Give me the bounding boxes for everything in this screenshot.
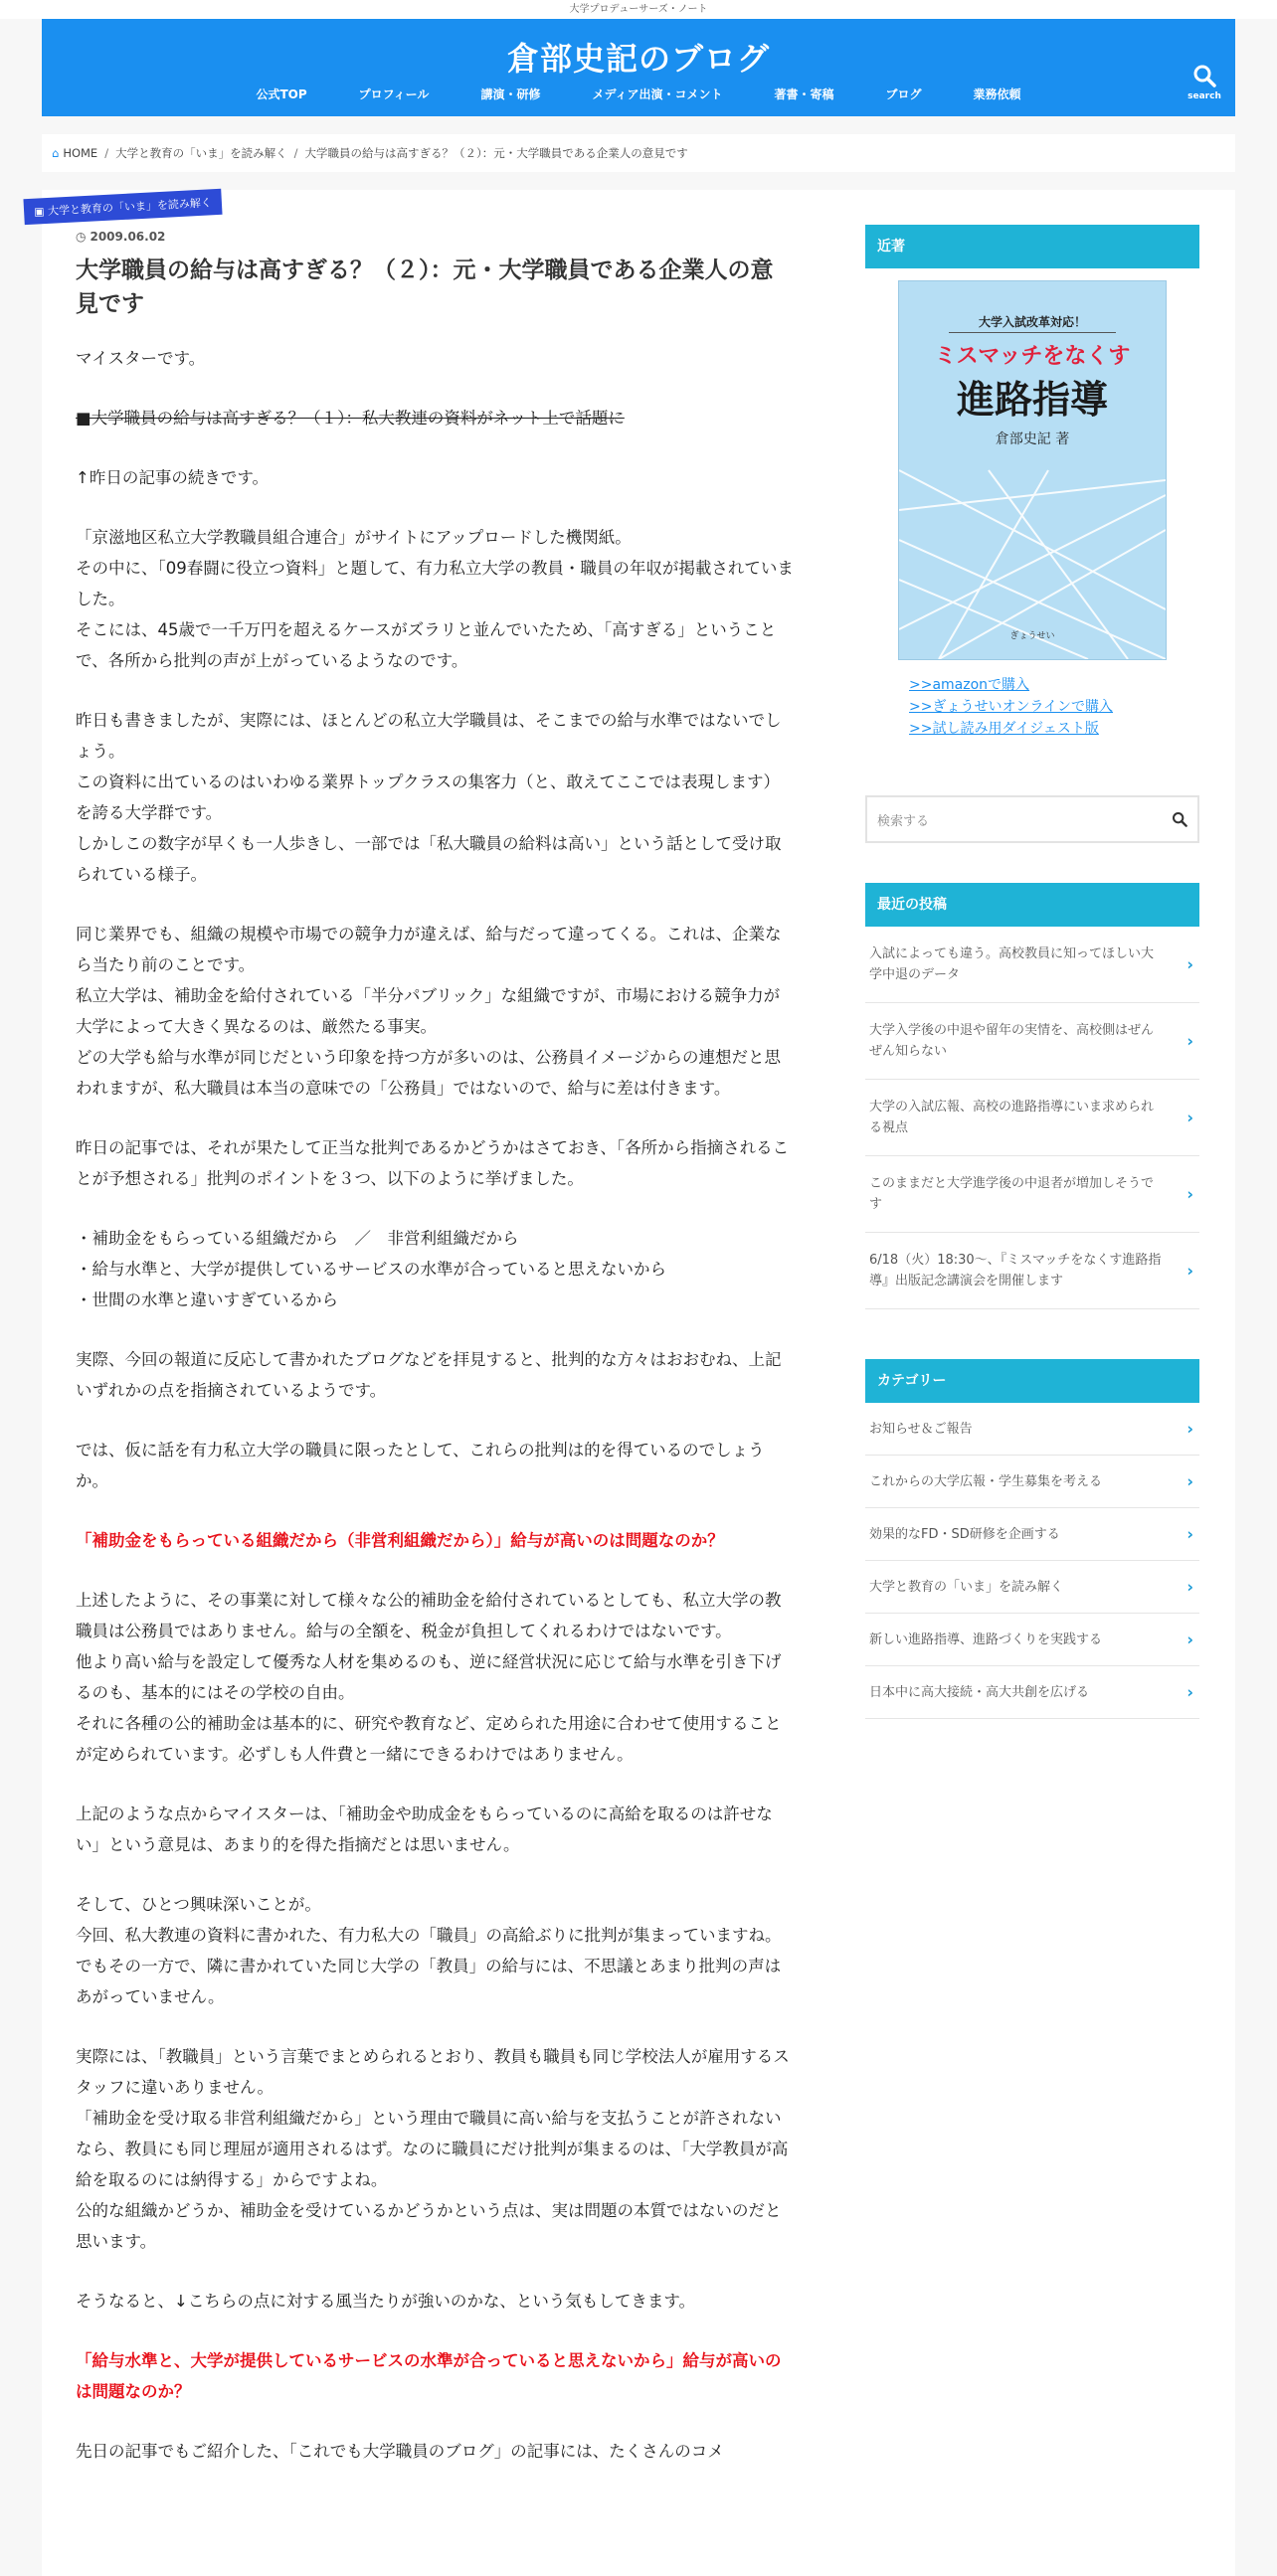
recent-post-item[interactable]: [865, 1156, 1199, 1233]
digest-link[interactable]: >>試し読み用ダイジェスト版: [909, 721, 1099, 737]
text-line: どの大学も給与水準が同じだという印象を持つ方が多いのは、公務員イメージからの連想だと思われますが、私大職員は本当の意味での「公務員」ではないので、給与に差は付きます。: [76, 1048, 782, 1098]
book-publisher: ぎょうせい: [1009, 631, 1055, 641]
category-name: 新しい進路指導、進路づくりを実践する: [869, 1631, 1103, 1647]
text-line: 上述したように、その事業に対して様々な公的補助金を給付されているとしても、私立大学の教職員は公務員ではありません。給与の全額を、税金が負担してくれるわけではないです。: [76, 1591, 782, 1640]
category-item[interactable]: [865, 1508, 1199, 1561]
search-icon[interactable]: [1172, 811, 1187, 827]
sidebar-search[interactable]: [865, 795, 1199, 843]
text-line: その中に、「09春闘に役立つ資料」と題して、有力私立大学の教員・職員の年収が掲載されていました。: [76, 559, 794, 608]
widget-title: 最近の投稿: [865, 883, 1199, 927]
recent-post-title: 大学の入試広報、高校の進路指導にいま求められる視点: [869, 1100, 1155, 1135]
list-item: ・給与水準と、大学が提供しているサービスの水準が合っていると思えないから: [76, 1260, 666, 1279]
text-line: それに各種の公的補助金は基本的に、研究や教育など、定められた用途に合わせて使用することが定められています。必ずしも人件費と一緒にできるわけではありません。: [76, 1714, 782, 1764]
recent-post-item[interactable]: [865, 1233, 1199, 1309]
recent-post-title: このままだと大学進学後の中退者が増加しそうです: [869, 1176, 1155, 1212]
text-line: 「京滋地区私立大学教職員組合連合」がサイトにアップロードした機関紙。: [76, 528, 632, 547]
book-links: [909, 674, 1199, 740]
recent-posts-widget: [865, 883, 1199, 1309]
paragraph: [76, 2041, 794, 2257]
global-nav: [42, 86, 1235, 102]
nav-item-media[interactable]: メディア出演・コメント: [592, 87, 723, 101]
chevron-right-icon: ›: [1186, 1419, 1193, 1439]
nav-item-profile[interactable]: プロフィール: [358, 87, 430, 101]
paragraph: [76, 919, 794, 1104]
chevron-right-icon: ›: [1186, 1184, 1193, 1204]
recent-post-item[interactable]: [865, 927, 1199, 1003]
chevron-right-icon: ›: [1186, 1682, 1193, 1702]
article: [76, 190, 794, 2495]
text-line: そして、ひとつ興味深いことが。: [76, 1895, 321, 1914]
breadcrumb-separator: /: [104, 146, 109, 160]
post-date: [76, 230, 794, 244]
paragraph: 上記のような点からマイスターは、「補助金や助成金をもらっているのに高給を取るのは許せない」という意見は、あまり的を得た指摘だとは思いません。: [76, 1804, 773, 1854]
book-author: 倉部史記 著: [995, 431, 1070, 447]
book-title-line2: 進路指導: [956, 377, 1108, 422]
header-search-button[interactable]: [1184, 64, 1225, 101]
category-name: これからの大学広報・学生募集を考える: [869, 1473, 1103, 1489]
chevron-right-icon: ›: [1186, 954, 1193, 974]
folder-icon: ▣: [33, 205, 45, 219]
paragraph: マイスターです。: [76, 349, 206, 368]
paragraph: では、仮に話を有力私立大学の職員に限ったとして、これらの批判は的を得ているのでしょうか。: [76, 1441, 765, 1490]
sidebar: [865, 225, 1199, 1719]
content-area: [33, 190, 1235, 2576]
text-line: 今回、私大教連の資料に書かれた、有力私大の「職員」の高給ぶりに批判が集まっていますね。: [76, 1926, 782, 1945]
text-line: 昨日も書きましたが、実際には、ほとんどの私立大学職員は、そこまでの給与水準ではないでしょう。: [76, 711, 782, 761]
chevron-right-icon: ›: [1186, 1630, 1193, 1649]
category-label-text: 大学と教育の「いま」を読み解く: [47, 196, 213, 218]
book-widget: [865, 225, 1199, 740]
chevron-right-icon: ›: [1186, 1261, 1193, 1281]
paragraph: [76, 522, 794, 676]
post-date-text: 2009.06.02: [90, 230, 166, 244]
list-item: ・補助金をもらっている組織だから ／ 非営利組織だから: [76, 1229, 519, 1248]
paragraph: そうなると、↓こちらの点に対する風当たりが強いのかな、という気もしてきます。: [76, 2292, 696, 2311]
chevron-right-icon: ›: [1186, 1524, 1193, 1544]
category-name: 大学と教育の「いま」を読み解く: [869, 1579, 1064, 1595]
book-cover[interactable]: [898, 280, 1167, 660]
text-line: 他より高い給与を設定して優秀な人材を集めるのも、逆に経営状況に応じて給与水準を引き下げるのも、基本的にはその学校の自由。: [76, 1652, 782, 1702]
nav-item-official-top[interactable]: 公式TOP: [256, 87, 307, 101]
category-item[interactable]: [865, 1614, 1199, 1666]
breadcrumb-category[interactable]: 大学と教育の「いま」を読み解く: [115, 146, 287, 160]
amazon-link[interactable]: >>amazonで購入: [909, 677, 1030, 693]
text-line: 私立大学は、補助金を給付されている「半分パブリック」な組織ですが、市場における競争力が大学によって大きく異なるのは、厳然たる事実。: [76, 986, 781, 1036]
article-title: 大学職員の給与は高すぎる？（２）：元・大学職員である企業人の意見です: [76, 258, 774, 317]
text-line: そこには、45歳で一千万円を超えるケースがズラリと並んでいたため、「高すぎる」ということで、各所から批判の声が上がっているようなのです。: [76, 620, 777, 670]
recent-post-title: 6/18（火）18:30〜、『ミスマッチをなくす進路指導』出版記念講演会を開催します: [869, 1253, 1162, 1288]
article-body: [76, 343, 794, 2467]
category-item[interactable]: [865, 1456, 1199, 1508]
breadcrumb: [42, 134, 1235, 172]
recent-post-title: 入試によっても違う。高校教員に知ってほしい大学中退のデータ: [869, 946, 1155, 982]
recent-post-item[interactable]: [865, 1003, 1199, 1080]
paragraph: ↑昨日の記事の続きです。: [76, 468, 270, 487]
breadcrumb-current: 大学職員の給与は高すぎる？（２）：元・大学職員である企業人の意見です: [304, 146, 688, 160]
text-line: 実際には、「教職員」という言葉でまとめられるとおり、教員も職員も同じ学校法人が雇用するスタッフに違いありません。: [76, 2047, 790, 2097]
search-label: search: [1187, 91, 1221, 101]
site-header: [42, 19, 1235, 116]
category-item[interactable]: [865, 1561, 1199, 1614]
recent-posts-list: [865, 927, 1199, 1309]
nav-item-books[interactable]: 著書・寄稿: [774, 87, 834, 101]
text-line: しかしこの数字が早くも一人歩きし、一部では「私大職員の給料は高い」という話として受け取られている様子。: [76, 834, 782, 884]
paragraph: [76, 705, 794, 890]
widget-title: カテゴリー: [865, 1359, 1199, 1403]
section-heading: 「補助金をもらっている組織だから（非営利組織だから）」給与が高いのは問題なのか？: [76, 1531, 724, 1550]
paragraph: 実際、今回の報道に反応して書かれたブログなどを拝見すると、批判的な方々はおおむね、上記いずれかの点を指摘されているようです。: [76, 1350, 782, 1400]
clock-icon: ◷: [76, 230, 87, 244]
nav-item-contact[interactable]: 業務依頼: [973, 87, 1021, 101]
book-title-line1: ミスマッチをなくす: [934, 344, 1131, 369]
category-widget: [865, 1359, 1199, 1719]
chevron-right-icon: ›: [1186, 1031, 1193, 1051]
category-name: お知らせ＆ご報告: [869, 1421, 973, 1437]
list-item: ・世間の水準と違いすぎているから: [76, 1290, 338, 1309]
book-cover-graphic: [899, 281, 1166, 659]
site-title[interactable]: 倉部史記のブログ: [506, 40, 770, 78]
site-tagline: 大学プロデューサーズ・ノート: [0, 0, 1277, 19]
text-line: でもその一方で、隣に書かれていた同じ大学の「教員」の給与には、不思議とあまり批判の声はあがっていません。: [76, 1957, 782, 2006]
category-list: [865, 1403, 1199, 1719]
bullet-list: [76, 1223, 794, 1315]
category-name: 日本中に高大接続・高大共創を広げる: [869, 1684, 1090, 1700]
chevron-right-icon: ›: [1186, 1108, 1193, 1127]
text-line: 「補助金を受け取る非営利組織だから」という理由で職員に高い給与を支払うことが許されないなら、教員にも同じ理屈が適用されるはず。なのに職員にだけ批判が集まるのは、「大学教員が高給を取るのには納得する」からですよね。: [76, 2109, 789, 2189]
section-heading: 「給与水準と、大学が提供しているサービスの水準が合っていると思えないから」給与が高いのは問題なのか？: [76, 2351, 782, 2401]
category-name: 効果的なFD・SD研修を企画する: [869, 1526, 1060, 1542]
nav-item-blog[interactable]: ブログ: [885, 87, 922, 101]
paragraph: [76, 1889, 794, 2012]
recent-post-title: 大学入学後の中退や留年の実情を、高校側はぜんぜん知らない: [869, 1023, 1155, 1059]
book-subtitle: 大学入試改革対応！: [949, 313, 1116, 333]
breadcrumb-home[interactable]: HOME: [63, 146, 98, 160]
chevron-right-icon: ›: [1186, 1471, 1193, 1491]
paragraph: 先日の記事でもご紹介した、「これでも大学職員のブログ」の記事には、たくさんのコメ: [76, 2442, 724, 2461]
gyosei-link[interactable]: >>ぎょうせいオンラインで購入: [909, 699, 1114, 715]
text-line: 公的な組織かどうか、補助金を受けているかどうかという点は、実は問題の本質ではないのだと思います。: [76, 2201, 782, 2251]
widget-title: 近著: [865, 225, 1199, 268]
text-line: 同じ業界でも、組織の規模や市場での競争力が違えば、給与だって違ってくる。これは、企業なら当たり前のことです。: [76, 925, 782, 974]
search-icon: [1192, 64, 1216, 87]
category-item[interactable]: [865, 1666, 1199, 1719]
paragraph: 昨日の記事では、それが果たして正当な批判であるかどうかはさておき、「各所から指摘されることが予想される」批判のポイントを３つ、以下のように挙げました。: [76, 1138, 790, 1188]
recent-post-item[interactable]: [865, 1080, 1199, 1156]
text-line: この資料に出ているのはいわゆる業界トップクラスの集客力（と、敢えてここでは表現します）を誇る大学群です。: [76, 773, 781, 822]
paragraph: [76, 1585, 794, 1770]
chevron-right-icon: ›: [1186, 1577, 1193, 1597]
nav-item-lectures[interactable]: 講演・研修: [480, 87, 541, 101]
home-icon: ⌂: [52, 146, 60, 160]
category-item[interactable]: [865, 1403, 1199, 1456]
breadcrumb-separator: /: [293, 146, 298, 160]
search-input[interactable]: 検索する: [877, 813, 930, 829]
previous-article-link[interactable]: ■大学職員の給与は高すぎる？（１）：私大教連の資料がネット上で話題に: [76, 409, 625, 428]
